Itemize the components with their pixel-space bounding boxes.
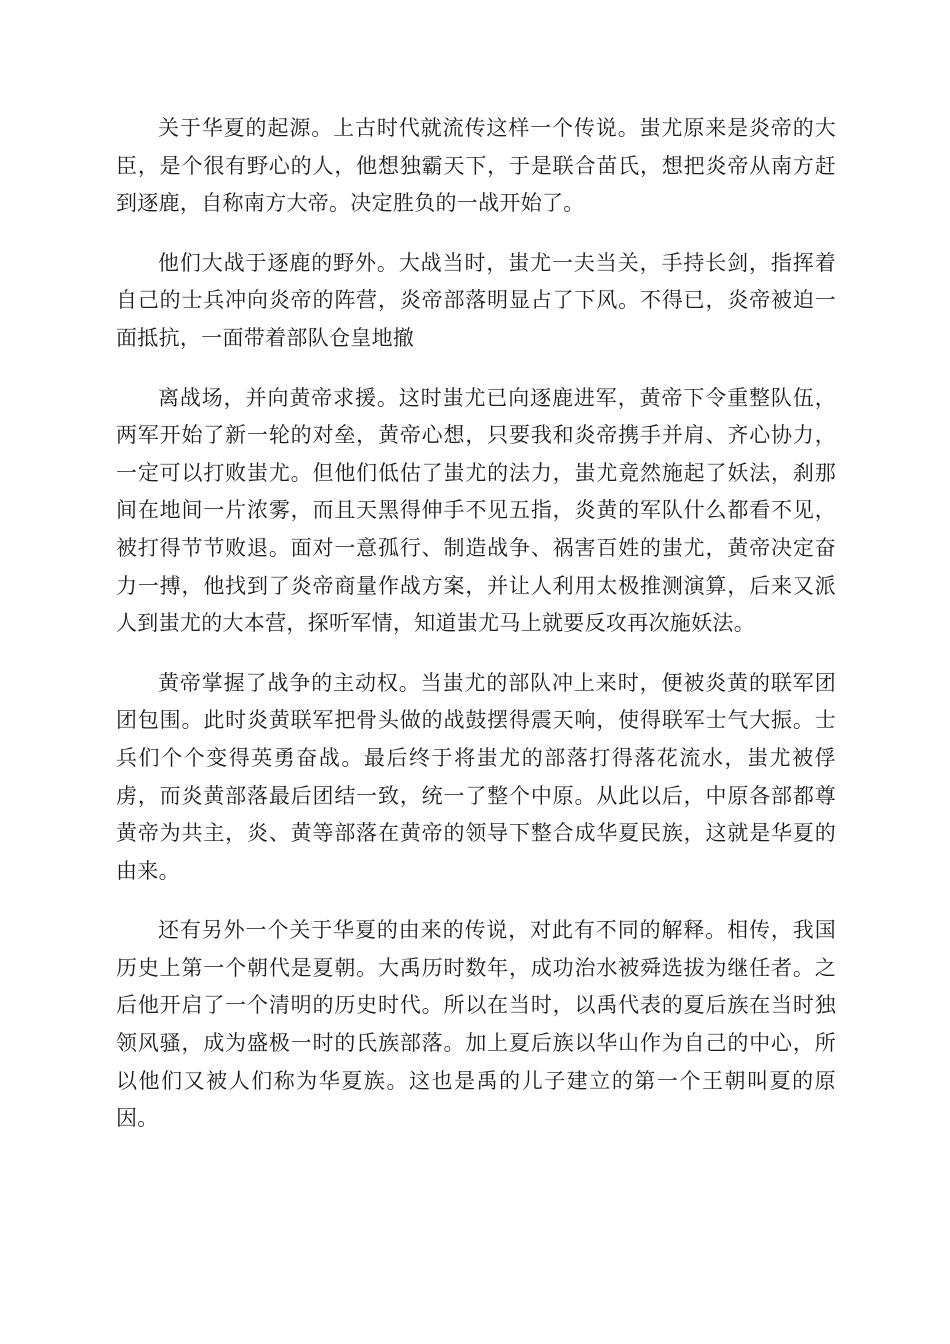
paragraph-3: 离战场，并向黄帝求援。这时蚩尤已向逐鹿进军，黄帝下令重整队伍，两军开始了新一轮的对垒，黄帝心想，只要我和炎帝携手并肩、齐心协力，一定可以打败蚩尤。但他们低估了蚩尤的法力，蚩尤竟然施起了妖法，刹那间在地间一片浓雾，而且天黑得伸手不见五指，炎黄的军队什么都看不见，被打得节节败退。面对一意孤行、制造战争、祸害百姓的蚩尤，黄帝决定奋力一搏，他找到了炎帝商量作战方案，并让人利用太极推测演算，后来又派人到蚩尤的大本营，探听军情，知道蚩尤马上就要反攻再次施妖法。 <box>116 385 836 636</box>
paragraph-4: 黄帝掌握了战争的主动权。当蚩尤的部队冲上来时，便被炎黄的联军团团包围。此时炎黄联军把骨头做的战鼓摆得震天响，使得联军士气大振。士兵们个个变得英勇奋战。最后终于将蚩尤的部落打得落花流水，蚩尤被俘虏，而炎黄部落最后团结一致，统一了整个中原。从此以后，中原各部都尊黄帝为共主，炎、黄等部落在黄帝的领导下整合成华夏民族，这就是华夏的由来。 <box>116 670 836 883</box>
paragraph-5: 还有另外一个关于华夏的由来的传说，对此有不同的解释。相传，我国历史上第一个朝代是夏朝。大禹历时数年，成功治水被舜选拔为继任者。之后他开启了一个清明的历史时代。所以在当时，以禹代表的夏后族在当时独领风骚，成为盛极一时的氏族部落。加上夏后族以华山作为自己的中心，所以他们又被人们称为华夏族。这也是禹的儿子建立的第一个王朝叫夏的原因。 <box>116 918 836 1131</box>
paragraph-1: 关于华夏的起源。上古时代就流传这样一个传说。蚩尤原来是炎帝的大臣，是个很有野心的人，他想独霸天下，于是联合苗氏，想把炎帝从南方赶到逐鹿，自称南方大帝。决定胜负的一战开始了。 <box>116 116 836 216</box>
paragraph-2: 他们大战于逐鹿的野外。大战当时，蚩尤一夫当关，手持长剑，指挥着自己的士兵冲向炎帝的阵营，炎帝部落明显占了下风。不得已，炎帝被迫一面抵抗，一面带着部队仓皇地撤 <box>116 250 836 350</box>
document-body <box>116 110 836 1160</box>
